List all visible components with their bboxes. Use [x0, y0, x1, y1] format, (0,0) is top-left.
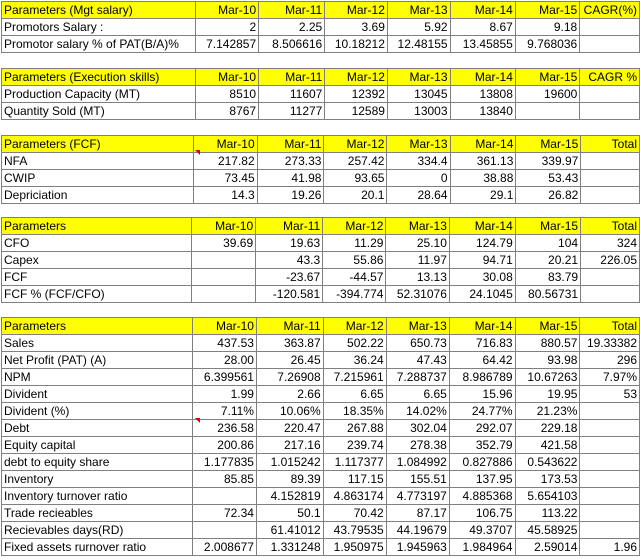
cell-mar-10[interactable]	[192, 286, 256, 303]
cell-mar-13[interactable]: 87.17	[386, 505, 449, 522]
header-cell-mar-13[interactable]: Mar-13	[386, 318, 449, 335]
cell-mar-10[interactable]: 1.177835	[193, 454, 257, 471]
cell-mar-14[interactable]: 1.984964	[449, 539, 515, 556]
cell-summary[interactable]	[580, 86, 640, 103]
table-row	[2, 187, 640, 204]
cell-mar-14[interactable]: 24.77%	[449, 403, 515, 420]
header-cell-mar-10[interactable]: Mar-10	[192, 218, 256, 235]
cell-label[interactable]: Recievables days(RD)	[2, 522, 193, 539]
cell-mar-13[interactable]: 13045	[387, 86, 450, 103]
header-cell-mar-10[interactable]: Mar-10	[195, 69, 259, 86]
cell-label[interactable]: Inventory turnover ratio	[2, 488, 193, 505]
cell-mar-11[interactable]: 217.16	[256, 437, 323, 454]
table-row	[2, 505, 640, 522]
cell-summary[interactable]	[580, 420, 640, 437]
cell-label[interactable]: Divident (%)	[2, 403, 193, 420]
cell-mar-13[interactable]: 12.48155	[387, 36, 450, 53]
cell-summary[interactable]	[580, 437, 640, 454]
cell-mar-11[interactable]: -23.67	[256, 269, 323, 286]
cell-summary[interactable]	[580, 522, 640, 539]
cell-label[interactable]: NPM	[2, 369, 193, 386]
header-cell-mar-12[interactable]: Mar-12	[325, 2, 388, 19]
cell-mar-13[interactable]: 44.19679	[386, 522, 449, 539]
cell-mar-11[interactable]: 19.26	[257, 187, 324, 204]
fcf-table	[1, 135, 640, 204]
header-cell-mar-14[interactable]: Mar-14	[450, 2, 515, 19]
table-row	[2, 488, 640, 505]
cell-mar-13[interactable]: 278.38	[386, 437, 449, 454]
cell-mar-12[interactable]: 36.24	[323, 352, 386, 369]
cell-mar-12[interactable]: 502.22	[323, 335, 386, 352]
cell-mar-10[interactable]: 8510	[195, 86, 259, 103]
cell-mar-11[interactable]: 50.1	[256, 505, 323, 522]
table-row	[2, 539, 640, 556]
header-cell-mar-15[interactable]: Mar-15	[515, 318, 580, 335]
cell-mar-10[interactable]: 8767	[195, 103, 259, 120]
header-cell-mar-13[interactable]: Mar-13	[387, 136, 450, 153]
cell-mar-14[interactable]: 24.1045	[449, 286, 515, 303]
cell-mar-10[interactable]: 28.00	[193, 352, 257, 369]
cell-mar-15[interactable]: 19600	[515, 86, 579, 103]
cell-mar-11[interactable]: 26.45	[256, 352, 323, 369]
execution-skills-table	[1, 68, 640, 120]
cell-mar-15[interactable]: 173.53	[515, 471, 580, 488]
header-cell-label[interactable]: Parameters	[2, 318, 193, 335]
header-cell-mar-13[interactable]: Mar-13	[387, 69, 450, 86]
cell-mar-13[interactable]: 52.31076	[386, 286, 449, 303]
header-cell-mar-11[interactable]: Mar-11	[259, 2, 325, 19]
cell-summary[interactable]	[580, 403, 640, 420]
cell-mar-15[interactable]: 5.654103	[515, 488, 580, 505]
cell-label[interactable]: FCF	[2, 269, 192, 286]
cell-mar-13[interactable]: 4.773197	[386, 488, 449, 505]
cell-mar-14[interactable]: 716.83	[449, 335, 515, 352]
cell-mar-13[interactable]: 47.43	[386, 352, 449, 369]
header-cell-label[interactable]: Parameters	[2, 218, 192, 235]
header-cell-mar-11[interactable]: Mar-11	[256, 218, 323, 235]
cell-summary[interactable]: 226.05	[581, 252, 640, 269]
cell-mar-10[interactable]	[193, 488, 257, 505]
cell-mar-12[interactable]: 3.69	[325, 19, 388, 36]
header-cell-mar-11[interactable]: Mar-11	[259, 69, 325, 86]
table-row	[2, 437, 640, 454]
cell-mar-15[interactable]: 53.43	[516, 170, 581, 187]
cell-mar-11[interactable]: 61.41012	[256, 522, 323, 539]
cell-label[interactable]: Divident	[2, 386, 193, 403]
cell-mar-10[interactable]: 85.85	[193, 471, 257, 488]
cell-mar-12[interactable]: -44.57	[323, 269, 386, 286]
cell-mar-13[interactable]: 13003	[387, 103, 450, 120]
cell-mar-14[interactable]: 38.88	[450, 170, 516, 187]
header-cell-mar-11[interactable]: Mar-11	[256, 318, 323, 335]
cell-mar-12[interactable]: 11.29	[323, 235, 386, 252]
comment-indicator[interactable]	[195, 418, 200, 423]
cell-mar-15[interactable]: 339.97	[516, 153, 581, 170]
table-row	[2, 269, 640, 286]
cell-mar-14[interactable]: 4.885368	[449, 488, 515, 505]
cell-label[interactable]: Promotors Salary :	[2, 19, 196, 36]
cell-mar-12[interactable]: 12589	[325, 103, 388, 120]
cell-mar-11[interactable]: 273.33	[257, 153, 324, 170]
header-cell-mar-15[interactable]: Mar-15	[515, 2, 579, 19]
cell-mar-14[interactable]: 352.79	[449, 437, 515, 454]
table-row	[2, 335, 640, 352]
cell-summary[interactable]: 296	[580, 352, 640, 369]
cell-mar-10[interactable]: 1.99	[193, 386, 257, 403]
cell-label[interactable]: Sales	[2, 335, 193, 352]
cell-mar-14[interactable]: 8.986789	[449, 369, 515, 386]
cell-label[interactable]: Depriciation	[2, 187, 194, 204]
header-cell-mar-15[interactable]: Mar-15	[516, 136, 581, 153]
cell-mar-12[interactable]: 70.42	[323, 505, 386, 522]
cell-mar-15[interactable]: 113.22	[515, 505, 580, 522]
cell-mar-13[interactable]: 11.97	[386, 252, 449, 269]
cell-mar-15[interactable]: 83.79	[515, 269, 580, 286]
cell-mar-13[interactable]: 25.10	[386, 235, 449, 252]
cell-mar-14[interactable]: 8.67	[450, 19, 515, 36]
cell-summary[interactable]	[580, 19, 640, 36]
header-cell-mar-14[interactable]: Mar-14	[450, 136, 516, 153]
table-row	[2, 522, 640, 539]
cell-mar-12[interactable]: 239.74	[323, 437, 386, 454]
cell-mar-12[interactable]: 43.79535	[323, 522, 386, 539]
table-row	[2, 153, 640, 170]
header-row	[2, 318, 640, 335]
cell-mar-14[interactable]: 137.95	[449, 471, 515, 488]
cell-mar-14[interactable]: 13840	[450, 103, 515, 120]
cell-mar-14[interactable]: 15.96	[449, 386, 515, 403]
cell-mar-13[interactable]: 0	[387, 170, 450, 187]
table-row	[2, 86, 640, 103]
cell-mar-14[interactable]: 13808	[450, 86, 515, 103]
table-row	[2, 235, 640, 252]
cell-mar-12[interactable]: 7.215961	[323, 369, 386, 386]
cell-mar-10[interactable]: 2.008677	[193, 539, 257, 556]
cell-mar-12[interactable]: 6.65	[323, 386, 386, 403]
cell-mar-15[interactable]: 9.768036	[515, 36, 579, 53]
cell-mar-10[interactable]: 72.34	[193, 505, 257, 522]
cell-mar-10[interactable]: 200.86	[193, 437, 257, 454]
cell-mar-13[interactable]: 14.02%	[386, 403, 449, 420]
cell-mar-11[interactable]: 4.152819	[256, 488, 323, 505]
header-cell-summary[interactable]: CAGR(%)	[580, 2, 640, 19]
cell-mar-15[interactable]: 0.543622	[515, 454, 580, 471]
cell-mar-10[interactable]: 217.82	[193, 153, 257, 170]
cell-mar-14[interactable]: 64.42	[449, 352, 515, 369]
cell-mar-12[interactable]: 257.42	[324, 153, 387, 170]
cell-mar-11[interactable]: 363.87	[256, 335, 323, 352]
cell-mar-13[interactable]: 5.92	[387, 19, 450, 36]
cell-mar-13[interactable]: 650.73	[386, 335, 449, 352]
table-row	[2, 420, 640, 437]
header-cell-summary[interactable]: Total	[581, 136, 640, 153]
cell-mar-14[interactable]: 49.3707	[449, 522, 515, 539]
table-row	[2, 352, 640, 369]
cell-label[interactable]: Production Capacity (MT)	[2, 86, 196, 103]
cell-mar-11[interactable]: 220.47	[256, 420, 323, 437]
cell-summary[interactable]	[580, 505, 640, 522]
cell-mar-10[interactable]: 236.58	[193, 420, 257, 437]
cell-summary[interactable]	[581, 187, 640, 204]
cell-mar-10[interactable]: 39.69	[192, 235, 256, 252]
header-cell-mar-12[interactable]: Mar-12	[325, 69, 388, 86]
header-cell-mar-15[interactable]: Mar-15	[515, 69, 579, 86]
cell-mar-11[interactable]: 41.98	[257, 170, 324, 187]
cell-label[interactable]: Equity capital	[2, 437, 193, 454]
cell-mar-14[interactable]: 292.07	[449, 420, 515, 437]
cell-label[interactable]: Debt	[2, 420, 193, 437]
cell-mar-12[interactable]: 267.88	[323, 420, 386, 437]
cell-mar-12[interactable]: 1.950975	[323, 539, 386, 556]
cell-label[interactable]: Promotor salary % of PAT(B/A)%	[2, 36, 196, 53]
cell-mar-13[interactable]: 1.945963	[386, 539, 449, 556]
table-row	[2, 369, 640, 386]
header-cell-mar-13[interactable]: Mar-13	[386, 218, 449, 235]
cell-mar-13[interactable]: 1.084992	[386, 454, 449, 471]
cell-mar-11[interactable]: 11277	[259, 103, 325, 120]
cell-label[interactable]: Fixed assets rurnover ratio	[2, 539, 193, 556]
cell-mar-15[interactable]: 93.98	[515, 352, 580, 369]
table-row	[2, 471, 640, 488]
cell-mar-15[interactable]: 20.21	[515, 252, 580, 269]
cell-mar-14[interactable]: 30.08	[449, 269, 515, 286]
table-row	[2, 170, 640, 187]
cell-mar-11[interactable]: 89.39	[256, 471, 323, 488]
cell-mar-11[interactable]: 10.06%	[256, 403, 323, 420]
cell-label[interactable]: Trade recieables	[2, 505, 193, 522]
header-cell-mar-14[interactable]: Mar-14	[450, 69, 515, 86]
cell-mar-10[interactable]: 7.142857	[195, 36, 259, 53]
cell-mar-12[interactable]: 10.18212	[325, 36, 388, 53]
cell-summary[interactable]	[580, 454, 640, 471]
header-cell-mar-12[interactable]: Mar-12	[323, 218, 386, 235]
cell-summary[interactable]	[581, 269, 640, 286]
cell-mar-12[interactable]: 55.86	[323, 252, 386, 269]
cell-summary[interactable]: 324	[581, 235, 640, 252]
cell-mar-14[interactable]: 13.45855	[450, 36, 515, 53]
table-row	[2, 386, 640, 403]
cell-summary[interactable]	[581, 286, 640, 303]
cell-summary[interactable]	[580, 103, 640, 120]
cell-mar-13[interactable]: 334.4	[387, 153, 450, 170]
cell-mar-15[interactable]: 26.82	[516, 187, 581, 204]
cell-summary[interactable]: 53	[580, 386, 640, 403]
cell-mar-13[interactable]: 7.288737	[386, 369, 449, 386]
cell-summary[interactable]	[581, 170, 640, 187]
cell-mar-12[interactable]: 12392	[325, 86, 388, 103]
financials-table	[1, 317, 640, 556]
cell-mar-12[interactable]: 18.35%	[323, 403, 386, 420]
header-cell-mar-10[interactable]: Mar-10	[193, 318, 257, 335]
cell-label[interactable]: NFA	[2, 153, 194, 170]
cell-mar-11[interactable]: 11607	[259, 86, 325, 103]
cell-mar-15[interactable]	[515, 103, 579, 120]
cell-mar-11[interactable]: 1.015242	[256, 454, 323, 471]
cell-summary[interactable]: 19.33382	[580, 335, 640, 352]
cell-mar-15[interactable]: 421.58	[515, 437, 580, 454]
cell-mar-10[interactable]: 437.53	[193, 335, 257, 352]
cell-label[interactable]: Net Profit (PAT) (A)	[2, 352, 193, 369]
cell-label[interactable]: debt to equity share	[2, 454, 193, 471]
cell-mar-15[interactable]: 880.57	[515, 335, 580, 352]
cell-mar-10[interactable]: 73.45	[193, 170, 257, 187]
cell-mar-10[interactable]: 2	[195, 19, 259, 36]
comment-indicator[interactable]	[195, 150, 200, 155]
header-row	[2, 218, 640, 235]
cell-label[interactable]: CWIP	[2, 170, 194, 187]
cell-mar-10[interactable]: 6.399561	[193, 369, 257, 386]
cell-mar-13[interactable]: 6.65	[386, 386, 449, 403]
cell-summary[interactable]: 1.96	[580, 539, 640, 556]
header-cell-summary[interactable]: Total	[580, 318, 640, 335]
cell-mar-12[interactable]: 93.65	[324, 170, 387, 187]
cell-mar-12[interactable]: 1.117377	[323, 454, 386, 471]
cell-mar-11[interactable]: 8.506616	[259, 36, 325, 53]
cell-mar-10[interactable]	[192, 252, 256, 269]
cell-mar-10[interactable]	[193, 522, 257, 539]
cell-mar-14[interactable]: 361.13	[450, 153, 516, 170]
cell-mar-11[interactable]: 19.63	[256, 235, 323, 252]
mgt-salary-table	[1, 1, 640, 53]
header-cell-summary[interactable]: Total	[581, 218, 640, 235]
header-cell-mar-14[interactable]: Mar-14	[449, 318, 515, 335]
header-cell-mar-14[interactable]: Mar-14	[449, 218, 515, 235]
header-row	[2, 2, 640, 19]
cell-mar-15[interactable]: 2.59014	[515, 539, 580, 556]
header-cell-label[interactable]: Parameters (Execution skills)	[2, 69, 196, 86]
cell-mar-11[interactable]: 43.3	[256, 252, 323, 269]
cell-mar-14[interactable]: 29.1	[450, 187, 516, 204]
table-row	[2, 19, 640, 36]
cell-mar-15[interactable]: 45.58925	[515, 522, 580, 539]
cell-mar-12[interactable]: 20.1	[324, 187, 387, 204]
cell-mar-11[interactable]: 1.331248	[256, 539, 323, 556]
cell-mar-10[interactable]: 7.11%	[193, 403, 257, 420]
header-row	[2, 69, 640, 86]
cell-mar-11[interactable]: 7.26908	[256, 369, 323, 386]
cell-mar-13[interactable]: 302.04	[386, 420, 449, 437]
cell-mar-14[interactable]: 94.71	[449, 252, 515, 269]
cell-mar-11[interactable]: 2.25	[259, 19, 325, 36]
cell-mar-13[interactable]: 13.13	[386, 269, 449, 286]
table-row	[2, 252, 640, 269]
table-row	[2, 403, 640, 420]
header-cell-mar-15[interactable]: Mar-15	[515, 218, 580, 235]
header-row	[2, 136, 640, 153]
header-cell-label[interactable]: Parameters (Mgt salary)	[2, 2, 196, 19]
cell-mar-11[interactable]: -120.581	[256, 286, 323, 303]
cell-mar-13[interactable]: 155.51	[386, 471, 449, 488]
header-cell-mar-12[interactable]: Mar-12	[323, 318, 386, 335]
cell-mar-10[interactable]	[192, 269, 256, 286]
cell-mar-15[interactable]: 229.18	[515, 420, 580, 437]
cell-summary[interactable]	[580, 471, 640, 488]
cell-mar-15[interactable]: 104	[515, 235, 580, 252]
cell-mar-14[interactable]: 0.827886	[449, 454, 515, 471]
cell-label[interactable]: Capex	[2, 252, 192, 269]
cell-summary[interactable]	[580, 488, 640, 505]
cell-mar-13[interactable]: 28.64	[387, 187, 450, 204]
cell-mar-15[interactable]: 80.56731	[515, 286, 580, 303]
cell-mar-11[interactable]: 2.66	[256, 386, 323, 403]
header-cell-mar-11[interactable]: Mar-11	[257, 136, 324, 153]
cell-mar-15[interactable]: 19.95	[515, 386, 580, 403]
cell-summary[interactable]	[581, 153, 640, 170]
table-row	[2, 103, 640, 120]
cell-mar-14[interactable]: 106.75	[449, 505, 515, 522]
cell-mar-12[interactable]: -394.774	[323, 286, 386, 303]
header-cell-label[interactable]: Parameters (FCF)	[2, 136, 194, 153]
cell-mar-12[interactable]: 117.15	[323, 471, 386, 488]
table-row	[2, 36, 640, 53]
cell-mar-15[interactable]: 10.67263	[515, 369, 580, 386]
cell-mar-15[interactable]: 21.23%	[515, 403, 580, 420]
cash-flow-table	[1, 217, 640, 303]
table-row	[2, 286, 640, 303]
header-cell-mar-10[interactable]: Mar-10	[193, 136, 257, 153]
cell-label[interactable]: FCF % (FCF/CFO)	[2, 286, 192, 303]
cell-summary[interactable]: 7.97%	[580, 369, 640, 386]
cell-mar-15[interactable]: 9.18	[515, 19, 579, 36]
cell-label[interactable]: Quantity Sold (MT)	[2, 103, 196, 120]
cell-mar-14[interactable]: 124.79	[449, 235, 515, 252]
cell-mar-12[interactable]: 4.863174	[323, 488, 386, 505]
header-cell-mar-13[interactable]: Mar-13	[387, 2, 450, 19]
header-cell-mar-12[interactable]: Mar-12	[324, 136, 387, 153]
cell-label[interactable]: Inventory	[2, 471, 193, 488]
cell-label[interactable]: CFO	[2, 235, 192, 252]
cell-mar-10[interactable]: 14.3	[193, 187, 257, 204]
cell-summary[interactable]	[580, 36, 640, 53]
header-cell-mar-10[interactable]: Mar-10	[195, 2, 259, 19]
header-cell-summary[interactable]: CAGR %	[580, 69, 640, 86]
table-row	[2, 454, 640, 471]
